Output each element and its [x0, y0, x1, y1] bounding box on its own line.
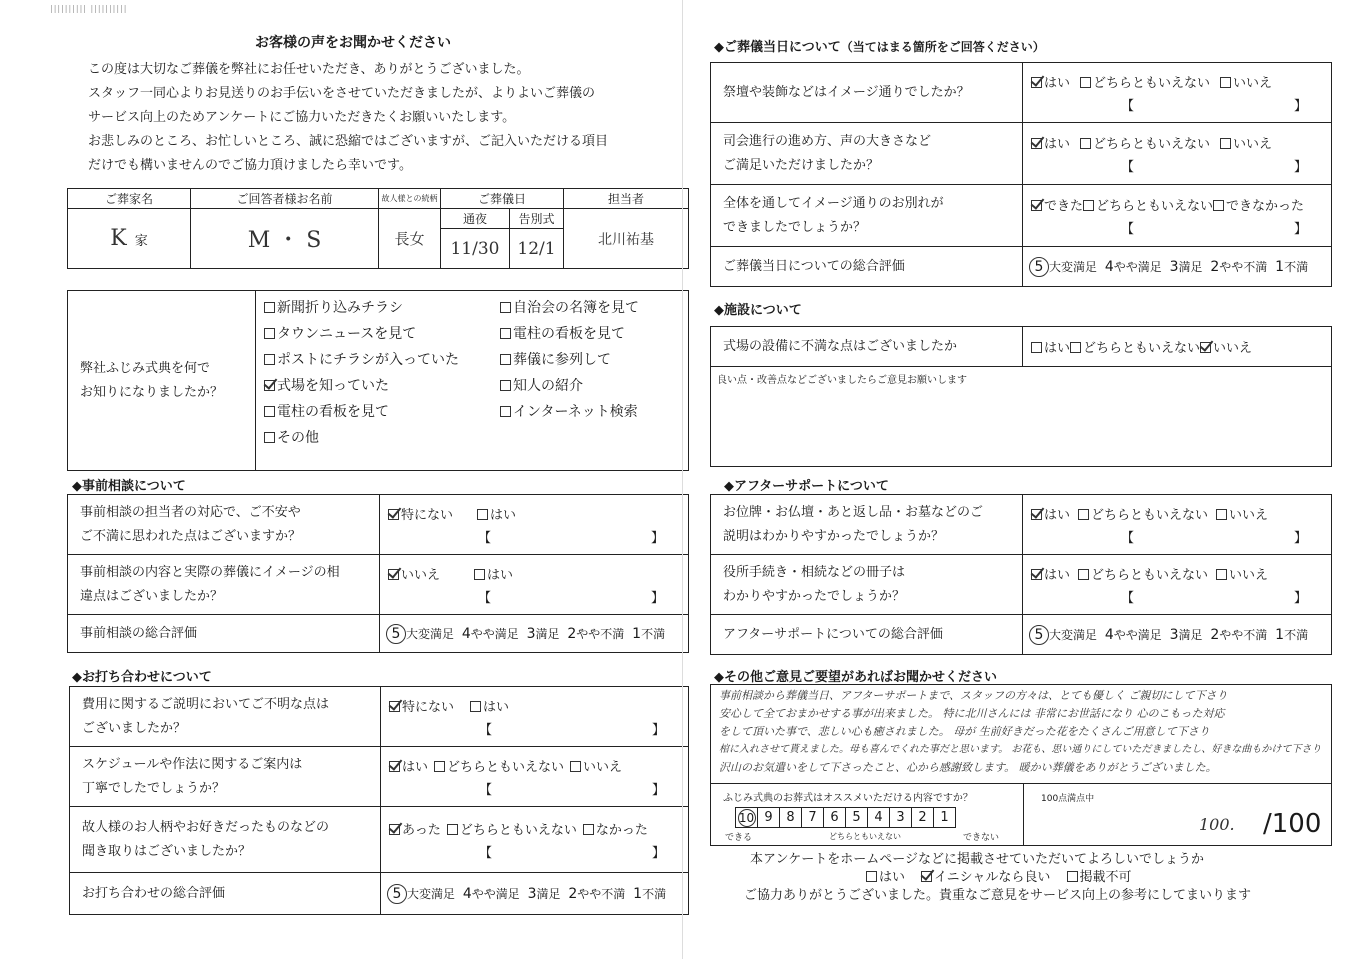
checked-checkbox-icon[interactable] — [389, 701, 400, 712]
header-marks: |||||||||| |||||||||| — [50, 4, 128, 13]
source-option[interactable]: 葬儀に参列して — [500, 347, 639, 373]
publish-options: はい イニシャルなら良い 掲載不可 — [866, 866, 1132, 885]
checkbox-icon — [500, 406, 511, 417]
day-rating: 5 大変満足 4やや満足 3満足 2やや不満 1不満 — [1023, 247, 1332, 287]
other-box — [710, 684, 1332, 846]
family-value: K — [110, 226, 127, 251]
meet-a2: はい どちらともいえない いいえ 【 】 — [381, 747, 689, 807]
scale-cell[interactable]: 4 — [868, 808, 890, 828]
after-q3: アフターサポートについての総合評価 — [711, 615, 1023, 655]
meet-table — [69, 686, 689, 915]
pre-q2: 事前相談の内容と実際の葬儀にイメージの相 違点はございましたか？ — [68, 555, 380, 615]
checkbox-icon[interactable] — [1220, 138, 1231, 149]
checkbox-icon[interactable] — [570, 761, 581, 772]
checkbox-icon[interactable] — [1083, 200, 1094, 211]
respondent-label: ご回答者様お名前 — [191, 189, 379, 209]
scale-left-label: できる — [725, 833, 753, 843]
checkbox-icon — [264, 432, 275, 443]
family-value-cell — [68, 209, 191, 269]
pre-table — [67, 494, 689, 653]
scale-cell[interactable]: 9 — [758, 808, 780, 828]
checkbox-icon[interactable] — [474, 569, 485, 580]
day-a1: はい どちらともいえない いいえ 【 】 — [1023, 63, 1332, 123]
day-q4: ご葬儀当日についての総合評価 — [711, 247, 1023, 287]
scale-cell[interactable]: 3 — [890, 808, 912, 828]
checkbox-icon[interactable] — [583, 824, 594, 835]
meet-q2: スケジュールや作法に関するご案内は 丁寧でしたでしょうか？ — [70, 747, 381, 807]
scale-cell[interactable]: 2 — [912, 808, 934, 828]
scale-mid-label: どちらともいえない — [829, 832, 901, 841]
checked-checkbox-icon[interactable] — [1031, 569, 1042, 580]
scale-cell[interactable]: 6 — [824, 808, 846, 828]
wake-value: 11/30 — [441, 229, 510, 269]
facility-note[interactable]: 良い点・改善点などございましたらご意見お願いします — [711, 367, 1332, 467]
scale-cell[interactable]: 8 — [780, 808, 802, 828]
checked-checkbox-icon[interactable] — [1200, 342, 1211, 353]
checkbox-icon[interactable] — [434, 761, 445, 772]
facility-table — [710, 326, 1332, 467]
source-option[interactable]: 電柱の看板を見て — [500, 321, 639, 347]
pre-q3: 事前相談の総合評価 — [68, 615, 380, 653]
after-a2: はい どちらともいえない いいえ 【 】 — [1023, 555, 1332, 615]
meet-a3: あった どちらともいえない なかった 【 】 — [381, 807, 689, 873]
points-max: /100 — [1263, 809, 1322, 839]
info-table — [67, 188, 689, 269]
checkbox-icon[interactable] — [866, 871, 877, 882]
day-table — [710, 62, 1332, 287]
checkbox-icon[interactable] — [1031, 342, 1042, 353]
scale-cell[interactable]: 5 — [846, 808, 868, 828]
checkbox-icon[interactable] — [1070, 342, 1081, 353]
facility-a1: はい どちらともいえない いいえ — [1023, 327, 1332, 367]
checkbox-icon[interactable] — [1080, 77, 1091, 88]
relation-label: 故人様との続柄 — [379, 189, 441, 209]
other-heading: ◆その他ご意見ご要望があればお聞かせください — [714, 670, 997, 685]
scale-cell[interactable]: 7 — [802, 808, 824, 828]
after-a1: はい どちらともいえない いいえ 【 】 — [1023, 495, 1332, 555]
pre-a2: いいえ はい 【 】 — [380, 555, 689, 615]
checked-checkbox-icon — [264, 380, 275, 391]
selected-score-circle[interactable]: 5 — [1029, 257, 1049, 277]
checked-checkbox-icon[interactable] — [388, 569, 399, 580]
checkbox-icon — [264, 302, 275, 313]
checkbox-icon — [500, 380, 511, 391]
checked-checkbox-icon[interactable] — [388, 509, 399, 520]
thanks-text: ご協力ありがとうございました。貴重なご意見をサービス向上の参考にしてまいります — [744, 888, 1252, 903]
checkbox-icon — [264, 406, 275, 417]
source-option[interactable]: 新聞折り込みチラシ — [264, 295, 500, 321]
facility-heading: ◆施設について — [714, 303, 802, 318]
scale-right-label: できない — [963, 833, 1000, 843]
day-q1: 祭壇や装飾などはイメージ通りでしたか？ — [711, 63, 1023, 123]
source-col1 — [264, 295, 500, 451]
after-heading: ◆アフターサポートについて — [724, 479, 889, 494]
recommend-scale — [735, 807, 956, 828]
meet-heading: ◆お打ち合わせについて — [72, 670, 212, 685]
family-label: ご葬家名 — [68, 189, 191, 209]
publish-question: 本アンケートをホームページなどに掲載させていただいてよろしいでしょうか — [750, 852, 1204, 867]
source-option[interactable]: ポストにチラシが入っていた — [264, 347, 500, 373]
after-table — [710, 494, 1332, 655]
source-option[interactable]: タウンニュースを見て — [264, 321, 500, 347]
intro-text: この度は大切なご葬儀を弊社にお任せいただき、ありがとうございました。 スタッフ一同心よりお見送りのお手伝いをさせていただきましたが、よりよいご葬儀の サービス向上のためアンケートにご協力いただきたくお願いいたします。 お悲しみのところ、お忙しいところ、誠に恐縮ではございますが、ご記入いただける項目 だけでも構いませんのでご協力頂けましたら幸いです。 — [88, 62, 609, 173]
scale-cell[interactable] — [736, 808, 758, 828]
day-q2: 司会進行の進め方、声の大きさなど ご満足いただけましたか？ — [711, 123, 1023, 185]
checkbox-icon[interactable] — [1080, 138, 1091, 149]
date-label: ご葬儀日 — [441, 189, 564, 209]
selected-score-circle[interactable]: 5 — [387, 884, 407, 904]
source-option[interactable]: その他 — [264, 425, 500, 451]
meet-a1: 特にない はい 【 】 — [381, 687, 689, 747]
selected-score-circle[interactable]: 5 — [386, 624, 406, 644]
fold-line — [682, 0, 683, 959]
checkbox-icon — [500, 354, 511, 365]
checkbox-icon[interactable] — [1067, 871, 1078, 882]
pre-q1: 事前相談の担当者の対応で、ご不安や ご不満に思われた点はございますか？ — [68, 495, 380, 555]
selected-score-circle[interactable]: 5 — [1029, 625, 1049, 645]
meet-q3: 故人様のお人柄やお好きだったものなどの 聞き取りはございましたか？ — [70, 807, 381, 873]
facility-q1: 式場の設備に不満な点はございましたか — [711, 327, 1023, 367]
checkbox-icon[interactable] — [1078, 569, 1089, 580]
source-question: 弊社ふじみ式典を何で お知りになりましたか？ — [68, 291, 256, 471]
checkbox-icon[interactable] — [1220, 77, 1231, 88]
after-q2: 役所手続き・相続などの冊子は わかりやすかったでしょうか？ — [711, 555, 1023, 615]
source-option[interactable]: 電柱の看板を見て — [264, 399, 500, 425]
checkbox-icon[interactable] — [1216, 569, 1227, 580]
recommend-label: ふじみ式典のお葬式はオススメいただける内容ですか？ — [723, 793, 973, 804]
source-option[interactable]: インターネット検索 — [500, 399, 639, 425]
scale-cell[interactable]: 1 — [934, 808, 956, 828]
comment-text[interactable]: 事前相談から葬儀当日、アフターサポートまで、スタッフの方々は、とても優しく ご親切にして下さり 安心して全ておまかせする事が出来ました。 特に北川さんには 非常にお世話になり 心のこもった対応 をして頂いた事で、悲しい心も癒されました。 母が 生前好きだった花をたくさんご用意して下さり 棺に入れさせて貰えました。母も喜んでくれた事だと思います。 お花も、思い通りにしていただきましたし、好きな曲もかけて下さり 沢山のお気遣いをして下さったこと、心から感謝致します。 暖かい葬儀をありがとうございました。 — [719, 689, 1322, 774]
checked-checkbox-icon[interactable] — [921, 871, 932, 882]
day-heading: ◆ご葬儀当日について（当てはまる箇所をご回答ください） — [714, 40, 1045, 55]
source-col2 — [500, 295, 639, 451]
after-rating: 5 大変満足 4やや満足 3満足 2やや不満 1不満 — [1023, 615, 1332, 655]
checkbox-icon[interactable] — [1216, 509, 1227, 520]
staff-value: 北川祐基 — [564, 209, 689, 269]
points-label: 100点満点中 — [1041, 794, 1095, 804]
pre-heading: ◆事前相談について — [72, 479, 186, 494]
checkbox-icon[interactable] — [1078, 509, 1089, 520]
points-value[interactable]: 100. — [1199, 815, 1235, 834]
day-a2: はい どちらともいえない いいえ 【 】 — [1023, 123, 1332, 185]
checkbox-icon — [264, 328, 275, 339]
after-q1: お位牌・お仏壇・あと返し品・お墓などのご 説明はわかりやすかったでしょうか？ — [711, 495, 1023, 555]
funeral-value: 12/1 — [509, 229, 563, 269]
day-a3: できた どちらともいえない できなかった 【 】 — [1023, 185, 1332, 247]
checked-checkbox-icon[interactable] — [1031, 200, 1042, 211]
checkbox-icon[interactable] — [477, 509, 488, 520]
checked-checkbox-icon[interactable] — [1031, 509, 1042, 520]
source-option[interactable]: 知人の紹介 — [500, 373, 639, 399]
meet-q1: 費用に関するご説明においてご不明な点は ございましたか？ — [70, 687, 381, 747]
meet-rating: 5 大変満足 4やや満足 3満足 2やや不満 1不満 — [381, 873, 689, 915]
checkbox-icon — [500, 302, 511, 313]
source-option[interactable]: 式場を知っていた — [264, 373, 500, 399]
pre-rating: 5 大変満足 4やや満足 3満足 2やや不満 1不満 — [380, 615, 689, 653]
checked-checkbox-icon[interactable] — [389, 761, 400, 772]
relation-value: 長女 — [379, 209, 441, 269]
checkbox-icon[interactable] — [1213, 200, 1224, 211]
checkbox-icon — [264, 354, 275, 365]
meet-q4: お打ち合わせの総合評価 — [70, 873, 381, 915]
selected-score-circle: 10 — [738, 810, 755, 825]
wake-label: 通夜 — [441, 209, 510, 229]
respondent-value: M ・ S — [191, 209, 379, 269]
checkbox-icon — [500, 328, 511, 339]
checked-checkbox-icon[interactable] — [1031, 77, 1042, 88]
funeral-label: 告別式 — [509, 209, 563, 229]
checkbox-icon[interactable] — [447, 824, 458, 835]
checked-checkbox-icon[interactable] — [389, 824, 400, 835]
pre-a1: 特にない はい 【 】 — [380, 495, 689, 555]
day-q3: 全体を通してイメージ通りのお別れが できましたでしょうか？ — [711, 185, 1023, 247]
checked-checkbox-icon[interactable] — [1031, 138, 1042, 149]
staff-label: 担当者 — [564, 189, 689, 209]
source-option[interactable]: 自治会の名簿を見て — [500, 295, 639, 321]
checkbox-icon[interactable] — [470, 701, 481, 712]
source-table — [67, 290, 689, 471]
family-suffix: 家 — [134, 234, 148, 249]
survey-title: お客様の声をお聞かせください — [255, 35, 451, 51]
